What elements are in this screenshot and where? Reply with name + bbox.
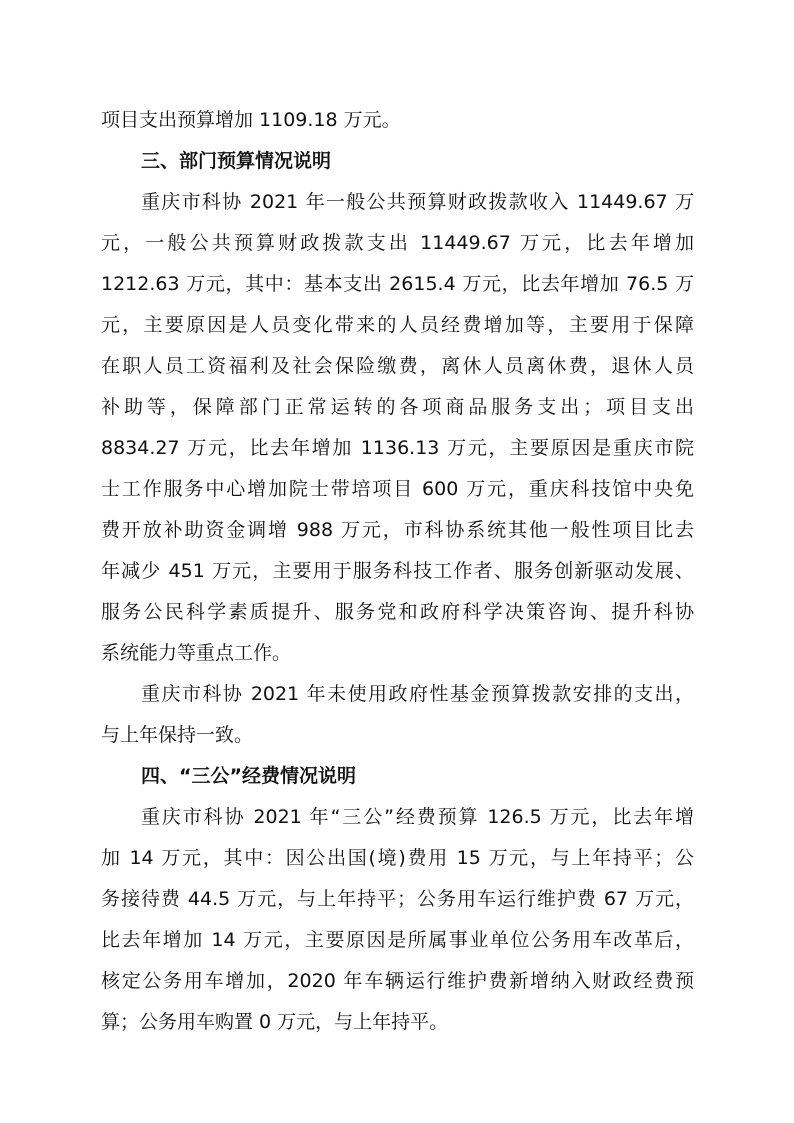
paragraph-line: 补助等，保障部门正常运转的各项商品服务支出；项目支出 — [101, 396, 694, 418]
paragraph-line: 重庆市科协 2021 年“三公”经费预算 126.5 万元，比去年增 — [141, 806, 694, 828]
paragraph-line: 加 14 万元，其中：因公出国(境)费用 15 万元，与上年持平；公 — [101, 847, 694, 869]
paragraph-line: 务接待费 44.5 万元，与上年持平；公务用车运行维护费 67 万元， — [101, 888, 694, 910]
paragraph-line: 在职人员工资福利及社会保险缴费，离休人员离休费，退休人员 — [101, 355, 694, 377]
paragraph-line: 费开放补助资金调增 988 万元，市科协系统其他一般性项目比去 — [101, 519, 694, 541]
paragraph-line: 元，一般公共预算财政拨款支出 11449.67 万元，比去年增加 — [101, 232, 694, 254]
paragraph-line: 服务公民科学素质提升、服务党和政府科学决策咨询、提升科协 — [101, 601, 694, 623]
paragraph-line: 元，主要原因是人员变化带来的人员经费增加等，主要用于保障 — [101, 314, 694, 336]
paragraph-line: 年减少 451 万元，主要用于服务科技工作者、服务创新驱动发展、 — [101, 560, 694, 582]
paragraph-line: 重庆市科协 2021 年一般公共预算财政拨款收入 11449.67 万 — [141, 191, 694, 213]
section-heading-three-public: 四、“三公”经费情况说明 — [141, 765, 356, 787]
paragraph-line: 核定公务用车增加，2020 年车辆运行维护费新增纳入财政经费预 — [101, 970, 694, 992]
paragraph-line: 项目支出预算增加 1109.18 万元。 — [101, 109, 401, 131]
paragraph-line: 系统能力等重点工作。 — [101, 642, 292, 664]
paragraph-line: 8834.27 万元，比去年增加 1136.13 万元，主要原因是重庆市院 — [101, 437, 694, 459]
paragraph-line: 算；公务用车购置 0 万元，与上年持平。 — [101, 1011, 449, 1033]
paragraph-line: 士工作服务中心增加院士带培项目 600 万元，重庆科技馆中央免 — [101, 478, 694, 500]
section-heading-budget: 三、部门预算情况说明 — [141, 150, 332, 172]
paragraph-line: 重庆市科协 2021 年未使用政府性基金预算拨款安排的支出， — [141, 683, 694, 705]
paragraph-line: 1212.63 万元，其中：基本支出 2615.4 万元，比去年增加 76.5 万 — [101, 273, 694, 295]
paragraph-line: 与上年保持一致。 — [101, 724, 254, 746]
paragraph-line: 比去年增加 14 万元，主要原因是所属事业单位公务用车改革后， — [101, 929, 694, 951]
